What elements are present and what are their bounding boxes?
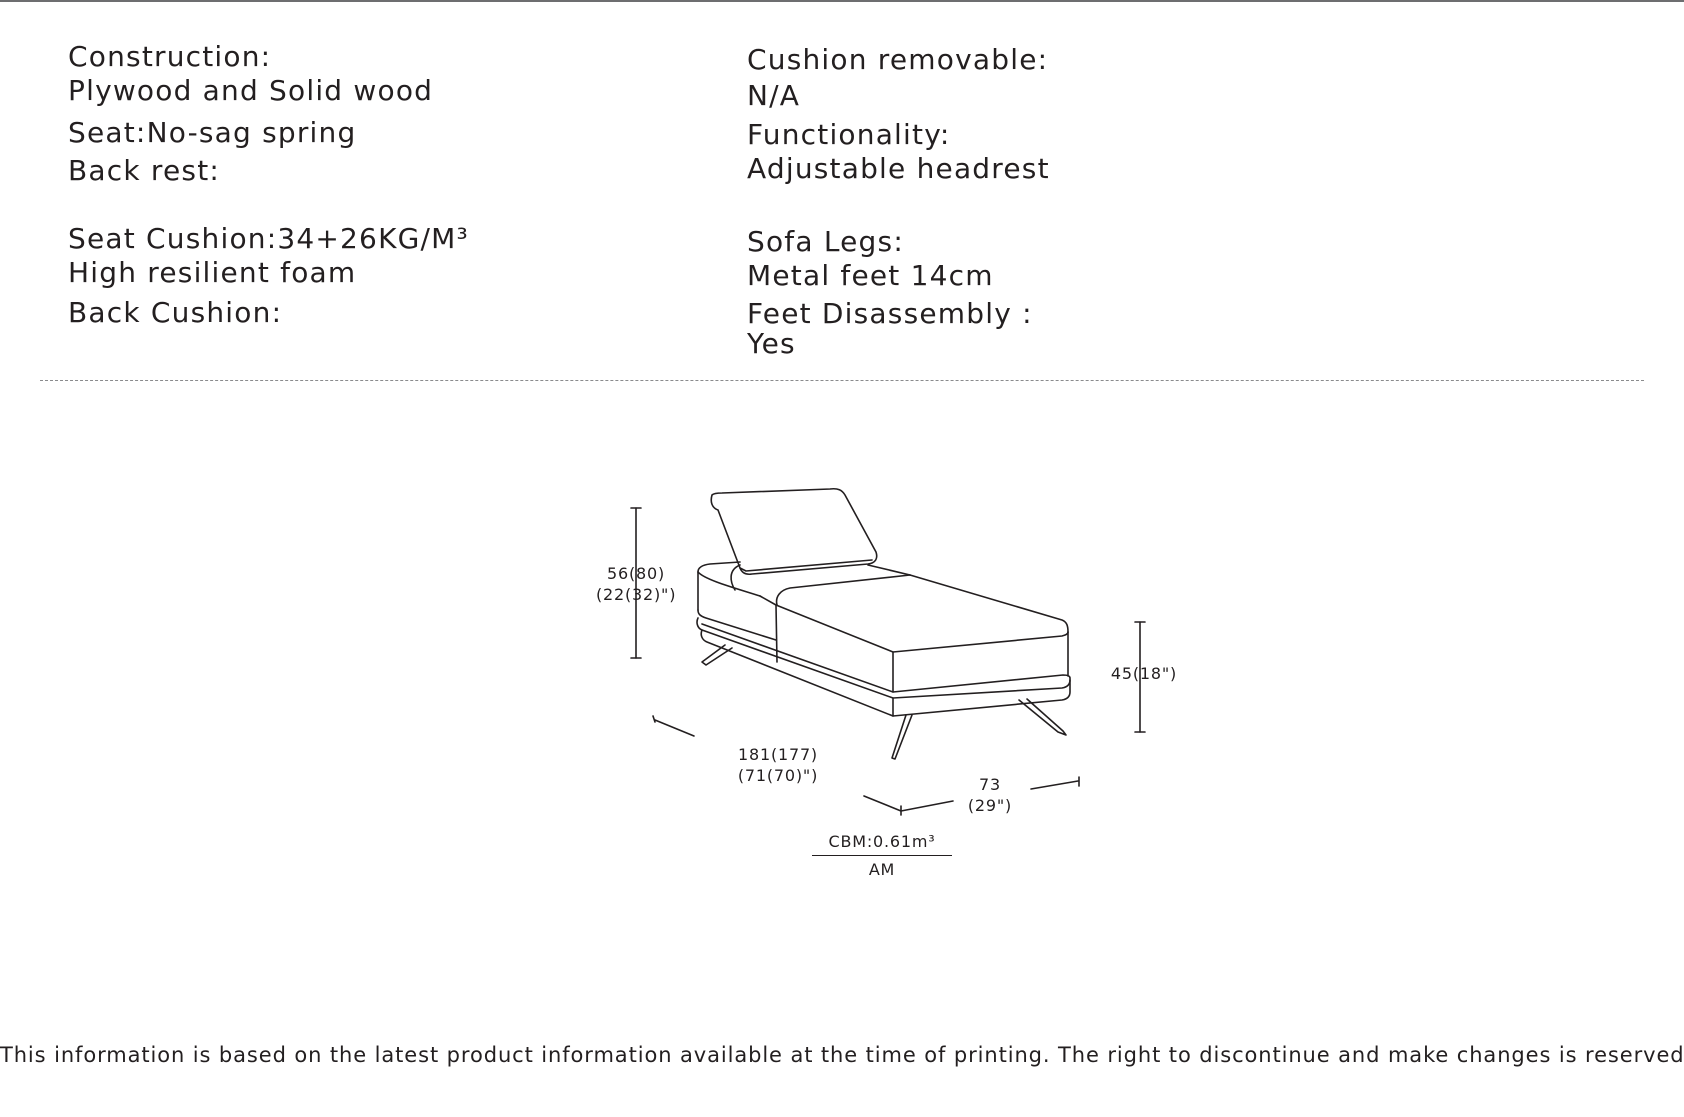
spec-seat: Seat:No-sag spring xyxy=(68,116,357,149)
spec-feet-disassembly-label: Feet Disassembly : xyxy=(747,297,1033,330)
cbm-code: AM xyxy=(868,860,896,879)
spec-construction-label: Construction: xyxy=(68,40,272,73)
cbm-block xyxy=(812,832,952,880)
spec-sofa-legs-label: Sofa Legs: xyxy=(747,225,904,258)
chaise-body-outline xyxy=(697,562,1070,716)
height-dimension-label xyxy=(596,563,676,605)
footer-disclaimer: This information is based on the latest product information available at the time of printing. The right to discontinue and make changes is reserved xyxy=(0,1043,1684,1067)
length-dimension-label xyxy=(730,744,826,786)
spec-cushion-removable-label: Cushion removable: xyxy=(747,43,1049,76)
spec-construction-value: Plywood and Solid wood xyxy=(68,74,434,107)
spec-functionality-label: Functionality: xyxy=(747,118,951,151)
depth-dimension-label xyxy=(956,774,1024,816)
length-dimension-inches: (71(70)") xyxy=(737,766,819,785)
spec-sofa-legs-value: Metal feet 14cm xyxy=(747,259,994,292)
spec-cushion-removable-value: N/A xyxy=(747,79,801,112)
height-dimension-inches: (22(32)") xyxy=(596,585,677,604)
spec-functionality-value: Adjustable headrest xyxy=(747,152,1050,185)
spec-feet-disassembly-value: Yes xyxy=(747,327,796,360)
spec-back-rest: Back rest: xyxy=(68,154,220,187)
spec-seat-cushion: Seat Cushion:34+26KG/M³ xyxy=(68,222,469,255)
headrest-outline xyxy=(711,489,876,575)
spec-seat-cushion-foam: High resilient foam xyxy=(68,256,357,289)
height-dimension-value: 56(80) xyxy=(606,564,665,583)
length-dimension-value: 181(177) xyxy=(738,745,818,764)
depth-dimension-inches: (29") xyxy=(967,796,1013,815)
cbm-rule xyxy=(812,855,952,856)
spec-back-cushion: Back Cushion: xyxy=(68,296,283,329)
length-dimension-line xyxy=(653,716,694,736)
cbm-value: CBM:0.61m³ xyxy=(828,832,936,851)
depth-dimension-value: 73 xyxy=(979,775,1001,794)
seat-height-dimension-label: 45(18") xyxy=(1110,664,1178,683)
